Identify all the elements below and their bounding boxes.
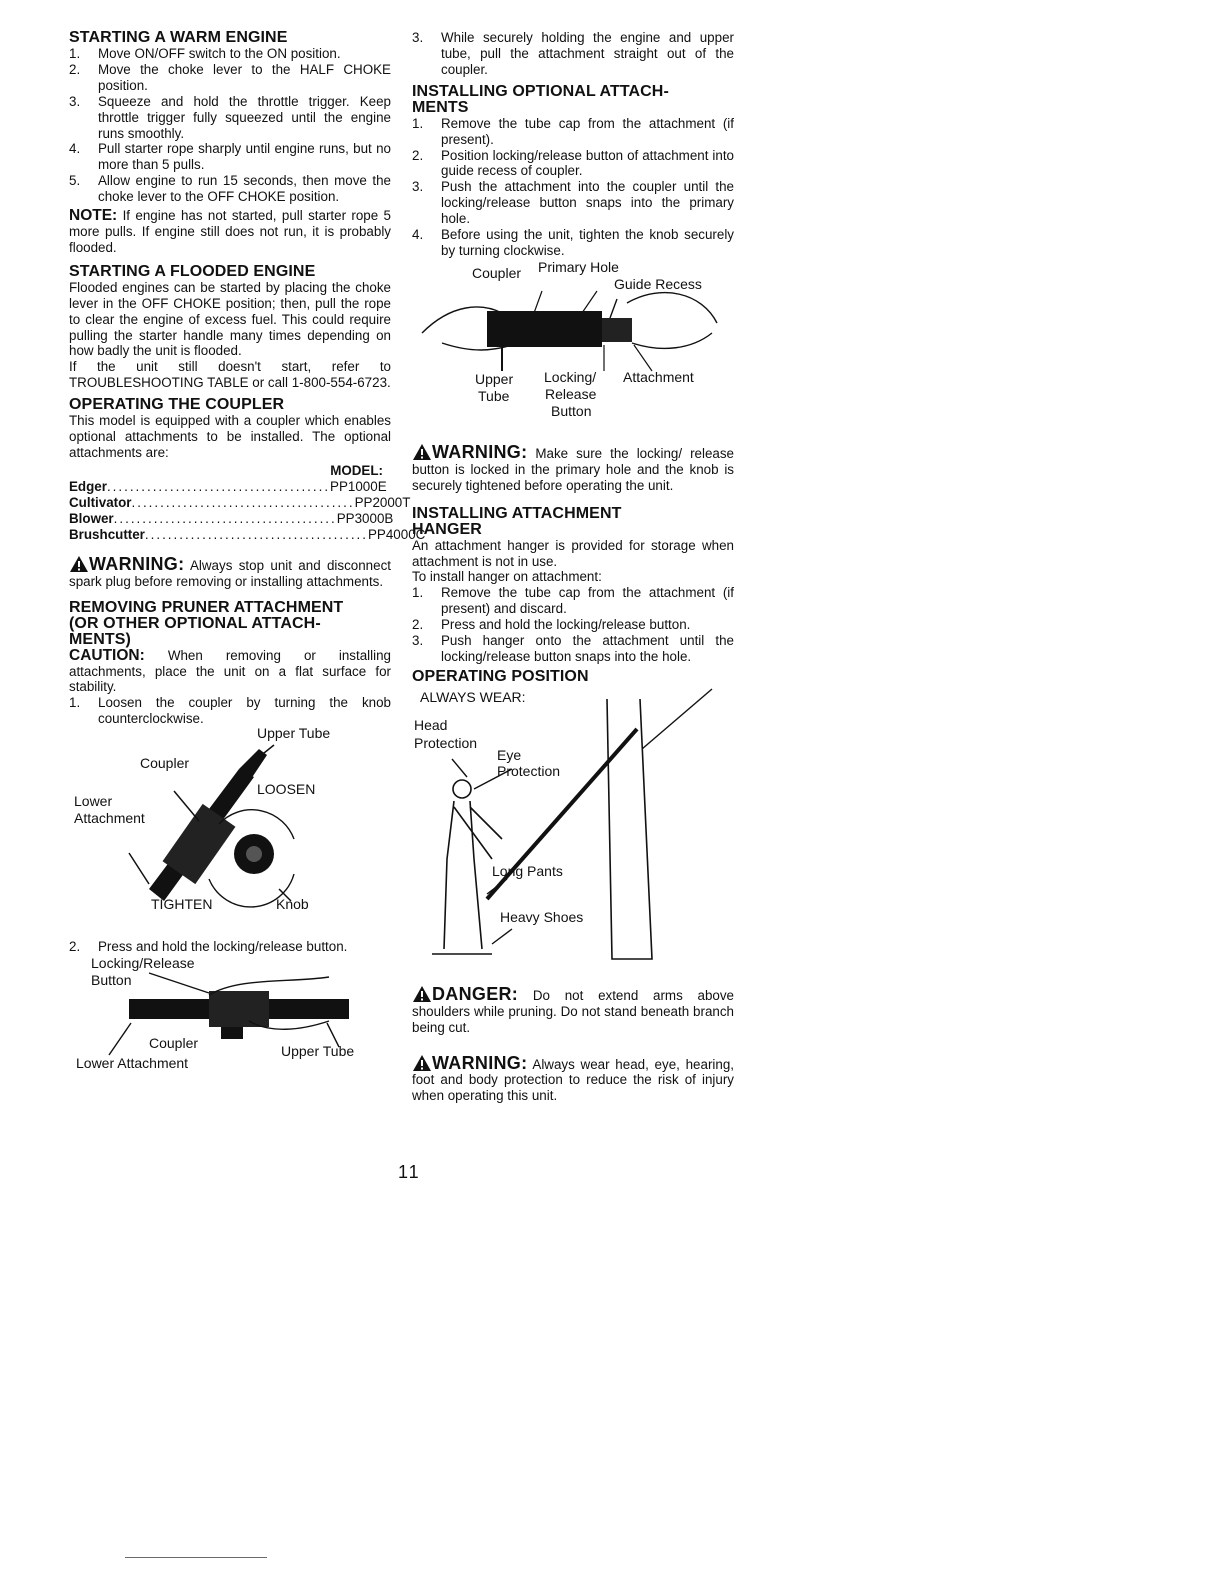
heading-operating-coupler: OPERATING THE COUPLER bbox=[69, 396, 285, 414]
fig4-label: Protection bbox=[497, 762, 561, 779]
list-item: 1. Remove the tube cap from the attachment (if present). bbox=[412, 115, 734, 147]
fig1-label: Lower bbox=[74, 793, 113, 810]
list-item: 2. Press and hold the locking/release button. bbox=[69, 939, 348, 955]
warning-triangle-icon bbox=[69, 555, 89, 573]
model-heading: MODEL: bbox=[330, 462, 383, 478]
fig1-label: Knob bbox=[276, 896, 309, 913]
footer-rule bbox=[125, 1557, 267, 1558]
warning-block: WARNING: Always stop unit and disconnect spark plug before removing or installing attachments. bbox=[69, 553, 391, 589]
heading-removing-line1: REMOVING PRUNER ATTACHMENT bbox=[69, 598, 344, 616]
heading-installing-line2: MENTS bbox=[412, 98, 469, 116]
fig1-label: Coupler bbox=[140, 755, 190, 772]
list-item: 1. Move ON/OFF switch to the ON position. bbox=[69, 46, 341, 61]
fig4-label: Long Pants bbox=[492, 862, 563, 879]
fig2-label: Upper Tube bbox=[281, 1043, 355, 1060]
fig4-label: ALWAYS WEAR: bbox=[420, 688, 526, 705]
heading-removing-line2: (OR OTHER OPTIONAL ATTACH- bbox=[69, 614, 321, 632]
fig3-label: Tube bbox=[478, 387, 510, 404]
heading-installing-line1: INSTALLING OPTIONAL ATTACH- bbox=[412, 82, 669, 100]
warning-triangle-icon bbox=[412, 443, 432, 461]
model-row: Edger ....................................... PP1000E bbox=[69, 478, 387, 494]
install-attachment-figure bbox=[412, 258, 734, 443]
list-item: 4. Before using the unit, tighten the knob securely by turning clockwise. bbox=[412, 227, 734, 258]
fig3-label: Locking/ bbox=[544, 368, 597, 385]
list-item: 2. Press and hold the locking/release button. bbox=[412, 617, 691, 633]
removing-steps-2 bbox=[69, 939, 391, 955]
model-row: Brushcutter ....................................... PP4000C bbox=[69, 526, 426, 542]
model-row: Blower ....................................... PP3000B bbox=[69, 510, 394, 526]
list-item: 3. While securely holding the engine and upper tube, pull the attachment straight out of the coupler. bbox=[412, 30, 734, 77]
list-item: 5. Allow engine to run 15 seconds, then move the choke lever to the OFF CHOKE position. bbox=[69, 173, 391, 205]
fig1-label: Upper Tube bbox=[257, 725, 331, 742]
heading-removing-line3: MENTS) bbox=[69, 630, 131, 648]
list-item: 4. Pull starter rope sharply until engine runs, but no more than 5 pulls. bbox=[69, 141, 391, 173]
warning-triangle-icon bbox=[412, 1054, 432, 1072]
operator-tree-illustration bbox=[412, 689, 734, 979]
fig3-label: Guide Recess bbox=[614, 275, 702, 292]
flooded-paragraph: Flooded engines can be started by placing the choke lever in the OFF CHOKE position; then, pull the rope to clear the engine of excess fuel. This could require pulling the starter handle many times depending on how badly the unit is flooded. bbox=[69, 279, 391, 359]
coupler-knob-illustration bbox=[69, 729, 391, 939]
flooded-paragraph-2: If the unit still doesn't start, refer to TROUBLESHOOTING TABLE or call 1-800-554-6723. bbox=[69, 359, 391, 391]
list-item: 2. Position locking/release button of attachment into guide recess of coupler. bbox=[412, 147, 734, 179]
installing-steps bbox=[412, 116, 734, 259]
loosen-coupler-figure bbox=[69, 725, 391, 939]
left-column bbox=[69, 29, 426, 1073]
fig1-label: TIGHTEN bbox=[151, 896, 213, 913]
fig4-label: Head bbox=[414, 716, 448, 733]
list-item: 1. Remove the tube cap from the attachment (if present) and discard. bbox=[412, 585, 734, 617]
page-number: 11 bbox=[398, 1162, 421, 1182]
operating-position-figure bbox=[412, 689, 734, 979]
fig3-label: Upper bbox=[475, 370, 514, 387]
right-column bbox=[412, 30, 734, 1104]
fig2-label: Lower Attachment bbox=[76, 1055, 189, 1072]
hanger-paragraph: An attachment hanger is provided for storage when attachment is not in use. bbox=[412, 537, 734, 569]
hanger-steps bbox=[412, 585, 734, 665]
removing-steps bbox=[69, 695, 391, 727]
model-row: Cultivator ....................................... PP2000T bbox=[69, 494, 411, 510]
locking-button-figure bbox=[69, 955, 391, 1073]
heading-warm-engine: STARTING A WARM ENGINE bbox=[69, 29, 288, 46]
fig3-label: Attachment bbox=[623, 368, 694, 385]
danger-block: DANGER: Do not extend arms above shoulders while pruning. Do not stand beneath branch being cut. bbox=[412, 983, 734, 1035]
coupler-paragraph: This model is equipped with a coupler which enables optional attachments to be installed. The optional attachments are: bbox=[69, 413, 391, 460]
warning-triangle-icon bbox=[412, 985, 432, 1003]
note-paragraph: NOTE: If engine has not started, pull starter rope 5 more pulls. If engine still does not run, it is probably flooded. bbox=[69, 207, 391, 255]
list-item: 3. Push the attachment into the coupler until the locking/release button snaps into the primary hole. bbox=[412, 179, 734, 227]
heading-hanger-line2: HANGER bbox=[412, 520, 482, 538]
hanger-paragraph-2: To install hanger on attachment: bbox=[412, 569, 602, 585]
heading-operating-position: OPERATING POSITION bbox=[412, 667, 589, 685]
fig3-label: Coupler bbox=[472, 264, 522, 281]
fig2-label: Locking/Release bbox=[91, 955, 195, 972]
warning-block: WARNING: Make sure the locking/ release button is locked in the primary hole and the knob is securely tightened before operating the unit. bbox=[412, 441, 734, 493]
caution-paragraph: CAUTION: When removing or installing attachments, place the unit on a flat surface for stability. bbox=[69, 646, 391, 695]
list-item: 2. Move the choke lever to the HALF CHOKE position. bbox=[69, 61, 391, 93]
fig3-label: Button bbox=[551, 402, 592, 419]
warm-engine-steps bbox=[69, 46, 391, 205]
fig3-label: Release bbox=[545, 385, 597, 402]
fig1-label: LOOSEN bbox=[257, 781, 316, 798]
fig4-label: Protection bbox=[414, 734, 478, 751]
list-item: 1. Loosen the coupler by turning the knob counterclockwise. bbox=[69, 695, 391, 727]
warning-block: WARNING: Always wear head, eye, hearing, foot and body protection to reduce the risk of injury when operating this unit. bbox=[412, 1052, 734, 1104]
heading-flooded-engine: STARTING A FLOODED ENGINE bbox=[69, 262, 316, 280]
fig3-label: Primary Hole bbox=[538, 258, 619, 275]
removing-steps-3 bbox=[412, 30, 734, 78]
heading-hanger-line1: INSTALLING ATTACHMENT bbox=[412, 504, 622, 522]
fig4-label: Heavy Shoes bbox=[500, 908, 584, 925]
list-item: 3. Push hanger onto the attachment until the locking/release button snaps into the hole. bbox=[412, 633, 734, 664]
fig1-label: Attachment bbox=[74, 810, 145, 827]
fig2-label: Button bbox=[91, 972, 132, 989]
fig4-label: Eye bbox=[497, 746, 522, 763]
fig2-label: Coupler bbox=[149, 1035, 199, 1052]
list-item: 3. Squeeze and hold the throttle trigger. Keep throttle trigger fully squeezed until the engine runs smoothly. bbox=[69, 93, 391, 141]
